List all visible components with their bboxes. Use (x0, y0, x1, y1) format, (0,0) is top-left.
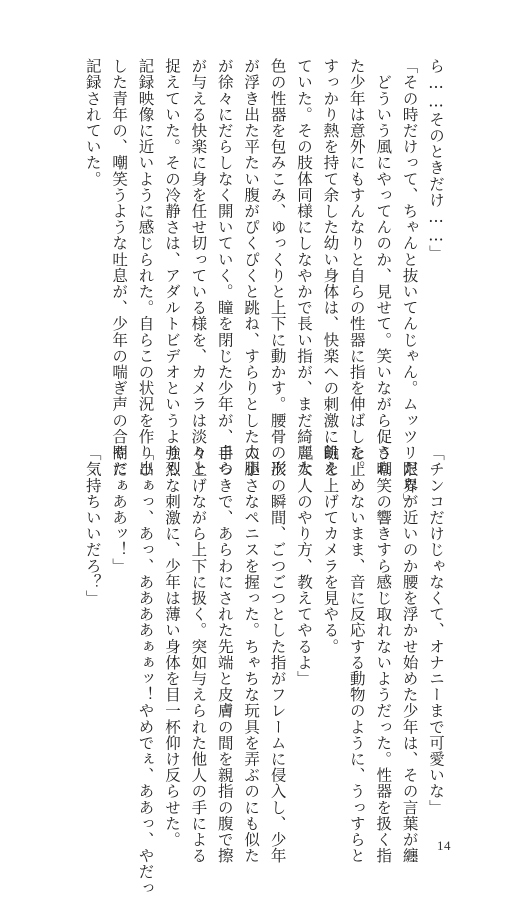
text-line: ら……そのときだけ……」 (427, 58, 445, 262)
text-line: た少年は意外にもすんなりと自らの性器に指を伸ばした。 (347, 58, 366, 477)
text-line: ていた。その肢体同様にしなやかで長い指が、まだ綺麗な (294, 58, 313, 477)
text-line: 記録されていた。 (83, 58, 102, 187)
text-line: を止めないまま、音に反応する動物のように、うっすらと (347, 445, 366, 864)
text-line: の小さなペニスを握った。ちゃちな玩具を弄ぶのにも似た (242, 445, 261, 864)
text-line: 瞼を上げてカメラを見やる。 (321, 445, 340, 655)
text-line: すっかり熱を持て余した幼い身体は、快楽への刺激に飢え (321, 58, 340, 477)
text-line: 強烈な刺激に、少年は薄い身体を目一杯仰け反らせた。 (162, 445, 181, 848)
dialogue-line: 「チンコだけじゃなくて、オナニーまで可愛いな」 (427, 445, 445, 816)
text-line: どういう風にやってんのか、見せて。笑いながら促され (374, 58, 393, 477)
text-line: 色の性器を包みこみ、ゆっくりと上下に動かす。腰骨の形 (268, 58, 287, 477)
text-line: 記録映像に近いように感じられた。自らこの状況を作り出 (136, 58, 155, 477)
text-line: が徐々にだらしなく開いていく。瞳を閉じた少年が、自ら (215, 58, 234, 477)
dialogue-line: やだぁああッ！」 (110, 445, 129, 574)
page-number: 14 (437, 838, 451, 853)
dialogue-line: 「大人のやり方、教えてやるよ」 (294, 445, 313, 687)
text-line: した青年の、嘲笑うような吐息が、少年の喘ぎ声の合間に (110, 58, 129, 477)
text-line: り上げながら上下に扱く。突如与えられた他人の手による (189, 445, 208, 864)
upper-text-section (79, 58, 449, 509)
text-line: 限界が近いのか腰を浮かせ始めた少年は、その言葉が纏 (400, 445, 419, 864)
text-line: う嘲笑の響きすら感じ取れないようだった。性器を扱く指 (374, 445, 393, 864)
dialogue-line: 「ひぁっ、あっ、ああああぁぁッ！やめでぇ、ああっ、やだっ (136, 445, 155, 896)
dialogue-line: 「その時だけって、ちゃんと抜いてんじゃん。ムッツリだな」 (400, 58, 419, 509)
text-line: が浮き出た平たい腹がぴくぴくと跳ね、すらりとした太腿 (242, 58, 261, 477)
text-line: が与える快楽に身を任せ切っている様を、カメラは淡々と (189, 58, 208, 477)
dialogue-line: 「気持ちいいだろ？」 (83, 445, 102, 606)
text-line: 手つきで、あらわにされた先端と皮膚の間を親指の腹で擦 (215, 445, 234, 864)
text-line: 捉えていた。その冷静さは、アダルトビデオというよりも (162, 58, 181, 477)
text-line: 次の瞬間、ごつごつとした指がフレームに侵入し、少年 (268, 445, 287, 864)
